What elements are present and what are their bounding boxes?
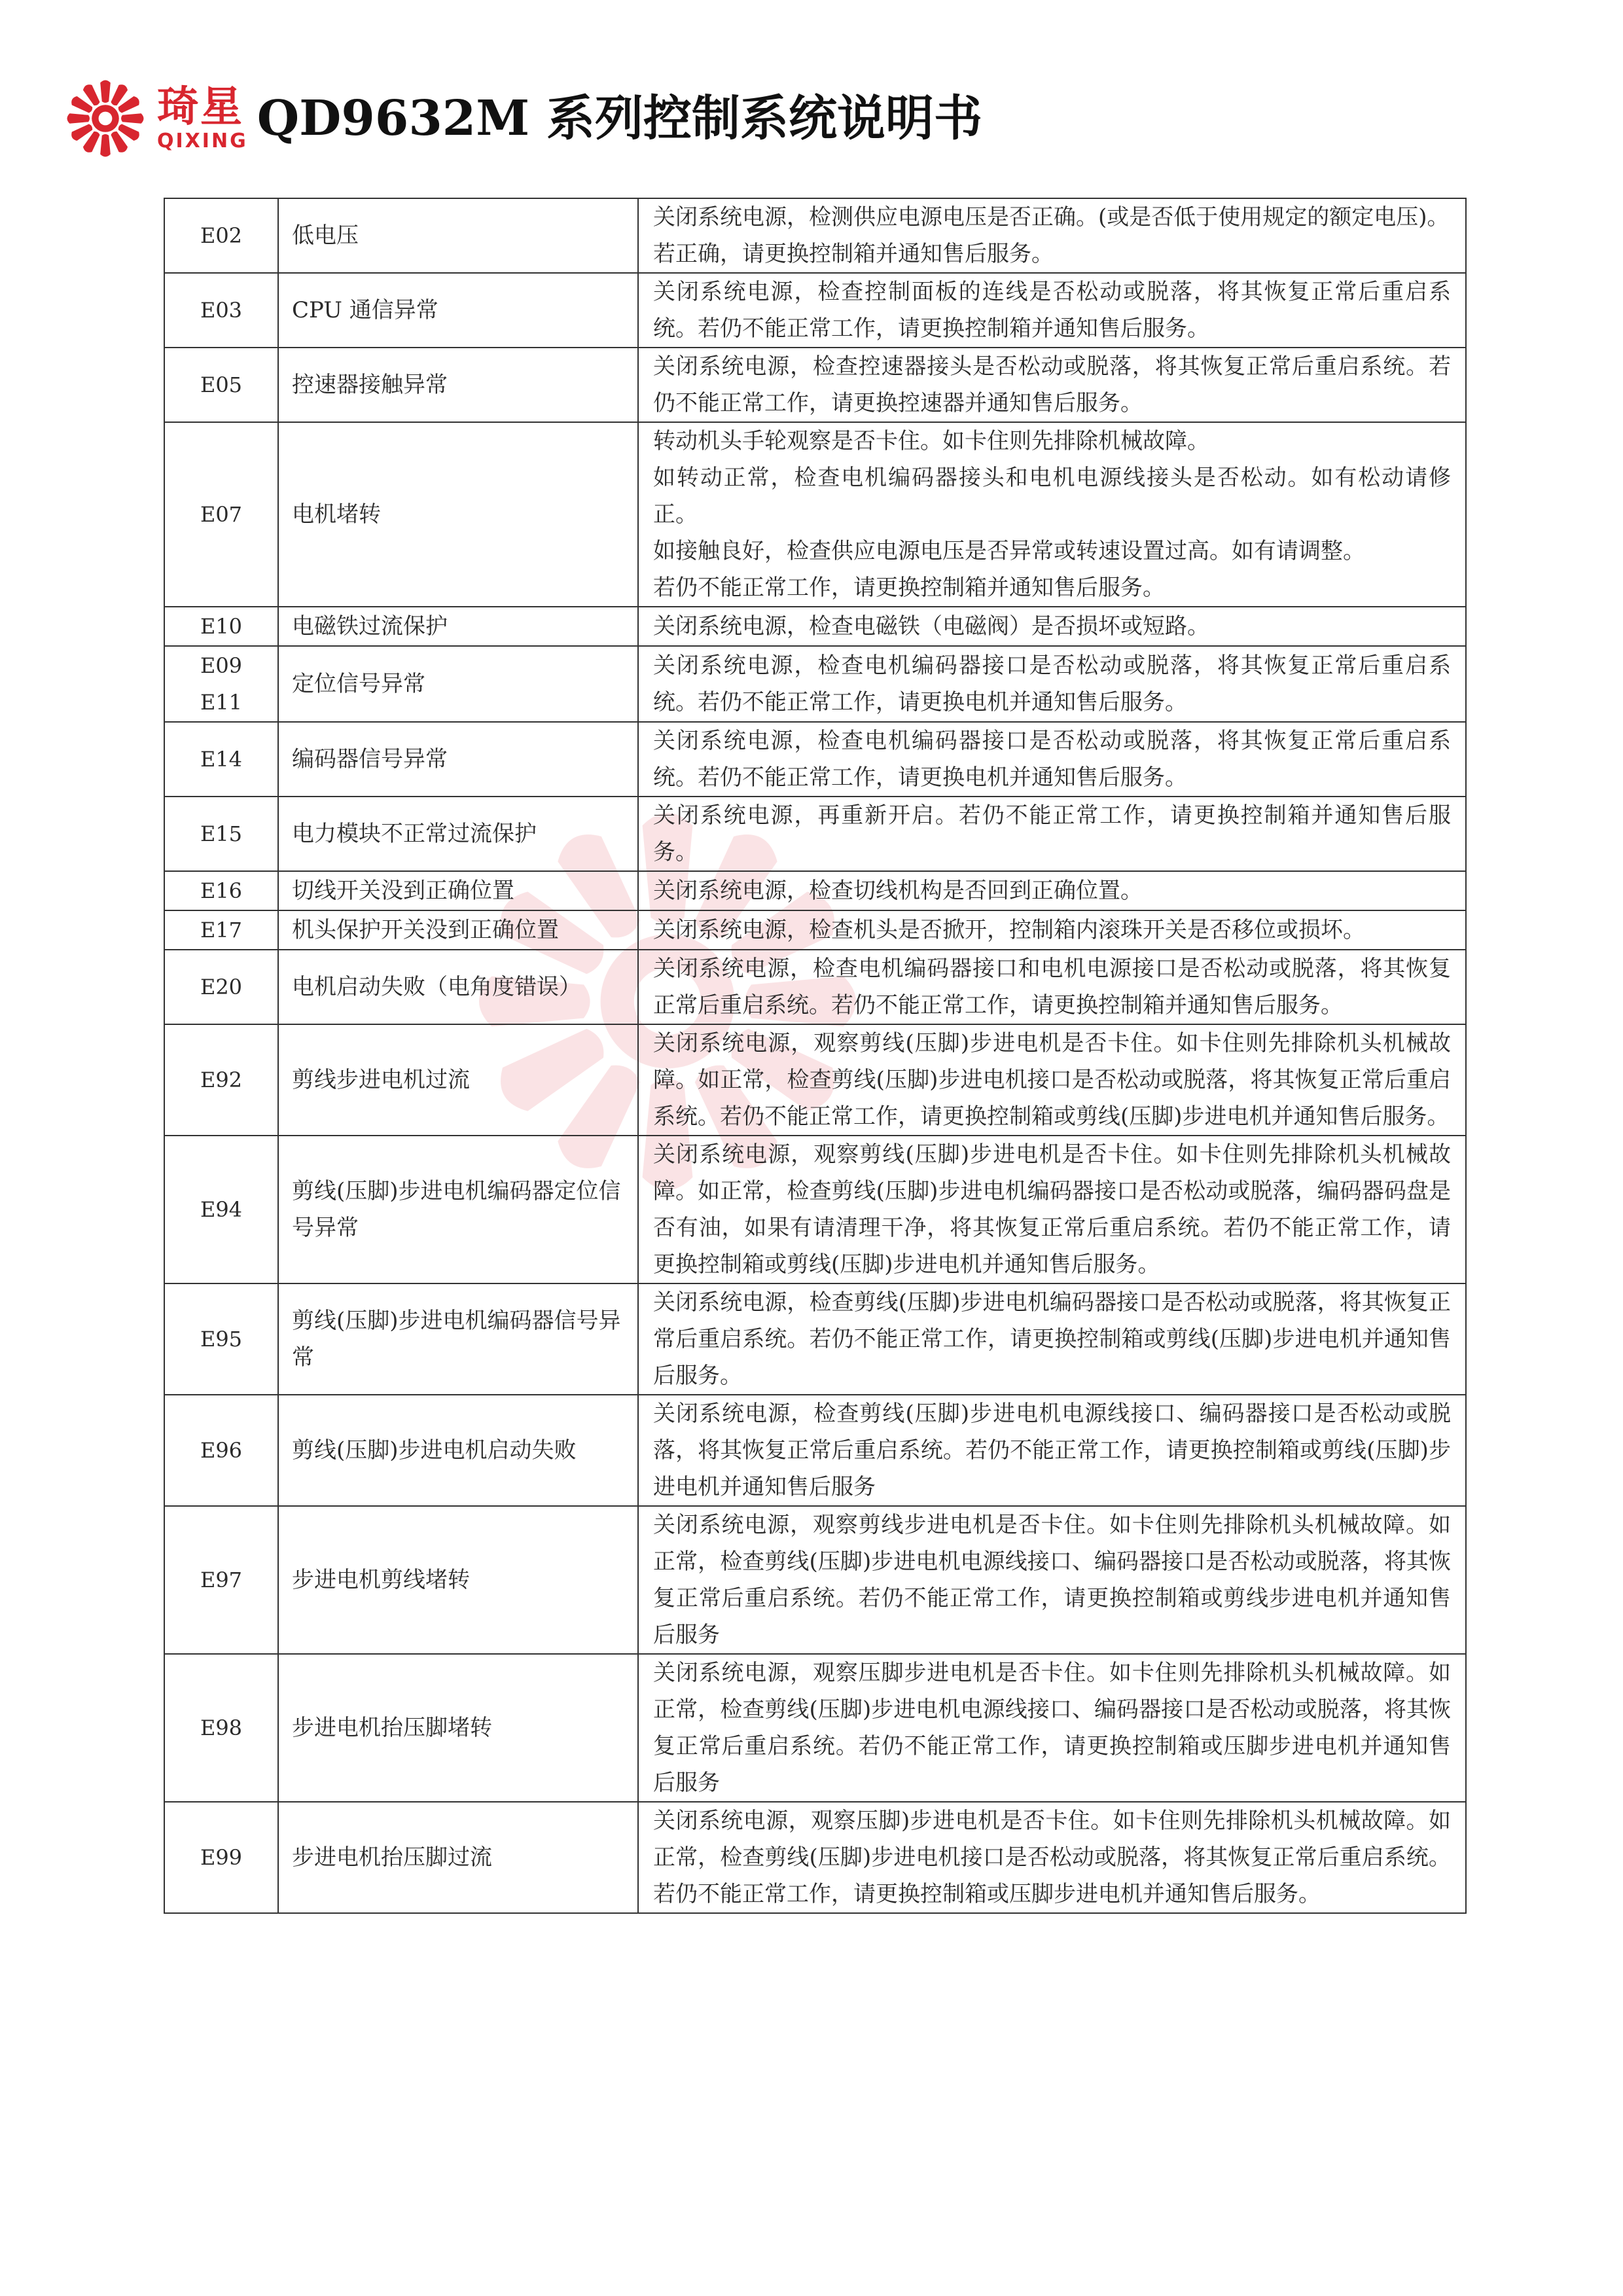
solution-text: 关闭系统电源，检查电机编码器接口是否松动或脱落，将其恢复正常后重启系统。若仍不能正常工作，请更换电机并通知售后服务。 (653, 728, 1451, 791)
solution-text: 关闭系统电源，检查切线机构是否回到正确位置。 (653, 878, 1143, 904)
error-code-cell (164, 910, 278, 950)
solution-text: 关闭系统电源，再重新开启。若仍不能正常工作，请更换控制箱并通知售后服务。 (653, 802, 1451, 865)
document-title: QD9632M 系列控制系统说明书 (257, 90, 982, 147)
brand-block (157, 84, 248, 152)
solution-cell (638, 607, 1466, 646)
table-row (164, 1506, 1466, 1654)
error-code: E14 (200, 747, 243, 772)
solution-cell (638, 348, 1466, 422)
solution-text: 关闭系统电源，观察压脚步进电机是否卡住。如卡住则先排除机头机械故障。如正常，检查剪线(压脚)步进电机电源线接口、编码器接口是否松动或脱落，将其恢复正常后重启系统。若仍不能正常工作，请更换控制箱或压脚步进电机并通知售后服务 (653, 1660, 1451, 1796)
solution-text: 关闭系统电源，观察剪线(压脚)步进电机是否卡住。如卡住则先排除机头机械故障。如正常，检查剪线(压脚)步进电机编码器接口是否松动或脱落，编码器码盘是否有油，如果有请清理干净，将其恢复正常后重启系统。若仍不能正常工作，请更换控制箱或剪线(压脚)步进电机并通知售后服务。 (653, 1141, 1451, 1278)
error-code: E20 (200, 975, 243, 999)
error-code: E09 (200, 653, 243, 678)
error-code: E10 (200, 614, 243, 639)
error-code-cell (164, 1136, 278, 1283)
table-row (164, 1283, 1466, 1395)
error-code: E11 (200, 690, 243, 715)
solution-text: 关闭系统电源，检查控速器接头是否松动或脱落，将其恢复正常后重启系统。若仍不能正常工作，请更换控速器并通知售后服务。 (653, 353, 1451, 416)
error-name-cell: 剪线(压脚)步进电机编码器信号异常 (278, 1283, 638, 1395)
solution-cell (638, 797, 1466, 871)
error-name-cell: 剪线步进电机过流 (278, 1024, 638, 1136)
error-code-cell (164, 646, 278, 722)
error-code: E03 (200, 298, 243, 323)
error-code: E16 (200, 878, 243, 903)
solution-text: 关闭系统电源，检查电磁铁（电磁阀）是否损坏或短路。 (653, 613, 1209, 639)
error-code-cell (164, 1024, 278, 1136)
error-code-cell (164, 348, 278, 422)
error-name-cell: 定位信号异常 (278, 646, 638, 722)
table-row (164, 646, 1466, 722)
brand-name-cn: 琦星 (157, 83, 243, 132)
error-code: E02 (200, 223, 243, 248)
solution-text: 关闭系统电源，检查控制面板的连线是否松动或脱落，将其恢复正常后重启系统。若仍不能正常工作，请更换控制箱并通知售后服务。 (653, 279, 1451, 342)
table-row (164, 273, 1466, 348)
solution-text: 关闭系统电源，观察剪线(压脚)步进电机是否卡住。如卡住则先排除机头机械故障。如正常，检查剪线(压脚)步进电机接口是否松动或脱落，将其恢复正常后重启系统。若仍不能正常工作，请更换控制箱或剪线(压脚)步进电机并通知售后服务。 (653, 1030, 1451, 1130)
page-header (63, 76, 982, 161)
solution-text: 关闭系统电源，检查电机编码器接口是否松动或脱落，将其恢复正常后重启系统。若仍不能正常工作，请更换电机并通知售后服务。 (653, 653, 1451, 715)
error-code-cell (164, 1506, 278, 1654)
solution-cell (638, 1136, 1466, 1283)
table-row (164, 1395, 1466, 1506)
error-name-cell: 电机启动失败（电角度错误） (278, 950, 638, 1024)
table-row (164, 722, 1466, 797)
solution-text: 关闭系统电源，检查机头是否掀开，控制箱内滚珠开关是否移位或损坏。 (653, 917, 1365, 943)
error-code-cell (164, 422, 278, 607)
error-code-cell (164, 871, 278, 910)
error-code: E95 (200, 1327, 243, 1352)
solution-text: 关闭系统电源，观察压脚)步进电机是否卡住。如卡住则先排除机头机械故障。如正常，检查剪线(压脚)步进电机接口是否松动或脱落，将其恢复正常后重启系统。若仍不能正常工作，请更换控制箱或压脚步进电机并通知售后服务。 (653, 1808, 1451, 1907)
error-code: E98 (200, 1715, 243, 1740)
error-code: E17 (200, 918, 243, 942)
solution-text: 关闭系统电源，检查电机编码器接口和电机电源接口是否松动或脱落，将其恢复正常后重启系统。若仍不能正常工作，请更换控制箱并通知售后服务。 (653, 956, 1451, 1018)
table-row (164, 1024, 1466, 1136)
solution-cell (638, 646, 1466, 722)
solution-text: 关闭系统电源，检测供应电源电压是否正确。(或是否低于使用规定的额定电压)。 (653, 204, 1450, 230)
error-name-cell: 低电压 (278, 198, 638, 273)
error-code: E97 (200, 1568, 243, 1592)
table-row (164, 348, 1466, 422)
error-name-cell: 步进电机抬压脚过流 (278, 1802, 638, 1913)
error-code-cell (164, 1802, 278, 1913)
table-row (164, 1802, 1466, 1913)
error-code-table-container (164, 198, 1467, 1914)
solution-cell (638, 871, 1466, 910)
solution-cell (638, 722, 1466, 797)
error-code: E92 (200, 1067, 243, 1092)
error-name-cell: 机头保护开关没到正确位置 (278, 910, 638, 950)
table-row (164, 1654, 1466, 1802)
error-name-cell: 电力模块不正常过流保护 (278, 797, 638, 871)
solution-cell (638, 950, 1466, 1024)
error-code-cell (164, 722, 278, 797)
error-name-cell: 电机堵转 (278, 422, 638, 607)
solution-text: 关闭系统电源，观察剪线步进电机是否卡住。如卡住则先排除机头机械故障。如正常，检查剪线(压脚)步进电机电源线接口、编码器接口是否松动或脱落，将其恢复正常后重启系统。若仍不能正常工作，请更换控制箱或剪线步进电机并通知售后服务 (653, 1512, 1451, 1648)
error-name-cell: 步进电机剪线堵转 (278, 1506, 638, 1654)
table-row (164, 1136, 1466, 1283)
solution-cell (638, 1506, 1466, 1654)
solution-cell (638, 1283, 1466, 1395)
error-code-cell (164, 1283, 278, 1395)
solution-text: 如接触良好，检查供应电源电压是否异常或转速设置过高。如有请调整。 (653, 538, 1365, 564)
error-name-cell: 切线开关没到正确位置 (278, 871, 638, 910)
error-code: E07 (200, 502, 243, 527)
solution-text: 若仍不能正常工作，请更换控制箱并通知售后服务。 (653, 575, 1165, 601)
error-code-cell (164, 1654, 278, 1802)
error-code-table-body (164, 198, 1466, 1913)
solution-text: 关闭系统电源，检查剪线(压脚)步进电机电源线接口、编码器接口是否松动或脱落，将其恢复正常后重启系统。若仍不能正常工作，请更换控制箱或剪线(压脚)步进电机并通知售后服务 (653, 1401, 1451, 1500)
error-code: E99 (200, 1845, 243, 1870)
error-name-cell: 编码器信号异常 (278, 722, 638, 797)
solution-cell (638, 910, 1466, 950)
table-row (164, 871, 1466, 910)
error-code-cell (164, 950, 278, 1024)
solution-cell (638, 1395, 1466, 1506)
error-code: E96 (200, 1438, 243, 1463)
error-name-cell: 电磁铁过流保护 (278, 607, 638, 646)
error-code-cell (164, 607, 278, 646)
error-code-cell (164, 198, 278, 273)
error-name-cell: 步进电机抬压脚堵转 (278, 1654, 638, 1802)
table-row (164, 422, 1466, 607)
solution-text: 关闭系统电源，检查剪线(压脚)步进电机编码器接口是否松动或脱落，将其恢复正常后重启系统。若仍不能正常工作，请更换控制箱或剪线(压脚)步进电机并通知售后服务。 (653, 1289, 1451, 1389)
error-code: E05 (200, 372, 243, 397)
table-row (164, 797, 1466, 871)
qixing-logo-icon (63, 76, 148, 161)
table-row (164, 198, 1466, 273)
table-row (164, 910, 1466, 950)
solution-cell (638, 1654, 1466, 1802)
error-code-table (164, 198, 1467, 1914)
solution-cell (638, 273, 1466, 348)
error-code: E15 (200, 821, 243, 846)
error-code-cell (164, 273, 278, 348)
error-name-cell: 剪线(压脚)步进电机启动失败 (278, 1395, 638, 1506)
solution-cell (638, 1802, 1466, 1913)
solution-cell (638, 198, 1466, 273)
error-name-cell: 控速器接触异常 (278, 348, 638, 422)
error-code: E94 (200, 1197, 243, 1222)
solution-cell (638, 422, 1466, 607)
table-row (164, 950, 1466, 1024)
solution-text: 若正确，请更换控制箱并通知售后服务。 (653, 241, 1054, 267)
error-name-cell: 剪线(压脚)步进电机编码器定位信号异常 (278, 1136, 638, 1283)
solution-text: 如转动正常，检查电机编码器接头和电机电源线接头是否松动。如有松动请修正。 (653, 465, 1451, 528)
error-name-cell: CPU 通信异常 (278, 273, 638, 348)
brand-name-en: QIXING (157, 130, 248, 152)
solution-cell (638, 1024, 1466, 1136)
error-code-cell (164, 1395, 278, 1506)
solution-text: 转动机头手轮观察是否卡住。如卡住则先排除机械故障。 (653, 428, 1209, 454)
table-row (164, 607, 1466, 646)
error-code-cell (164, 797, 278, 871)
